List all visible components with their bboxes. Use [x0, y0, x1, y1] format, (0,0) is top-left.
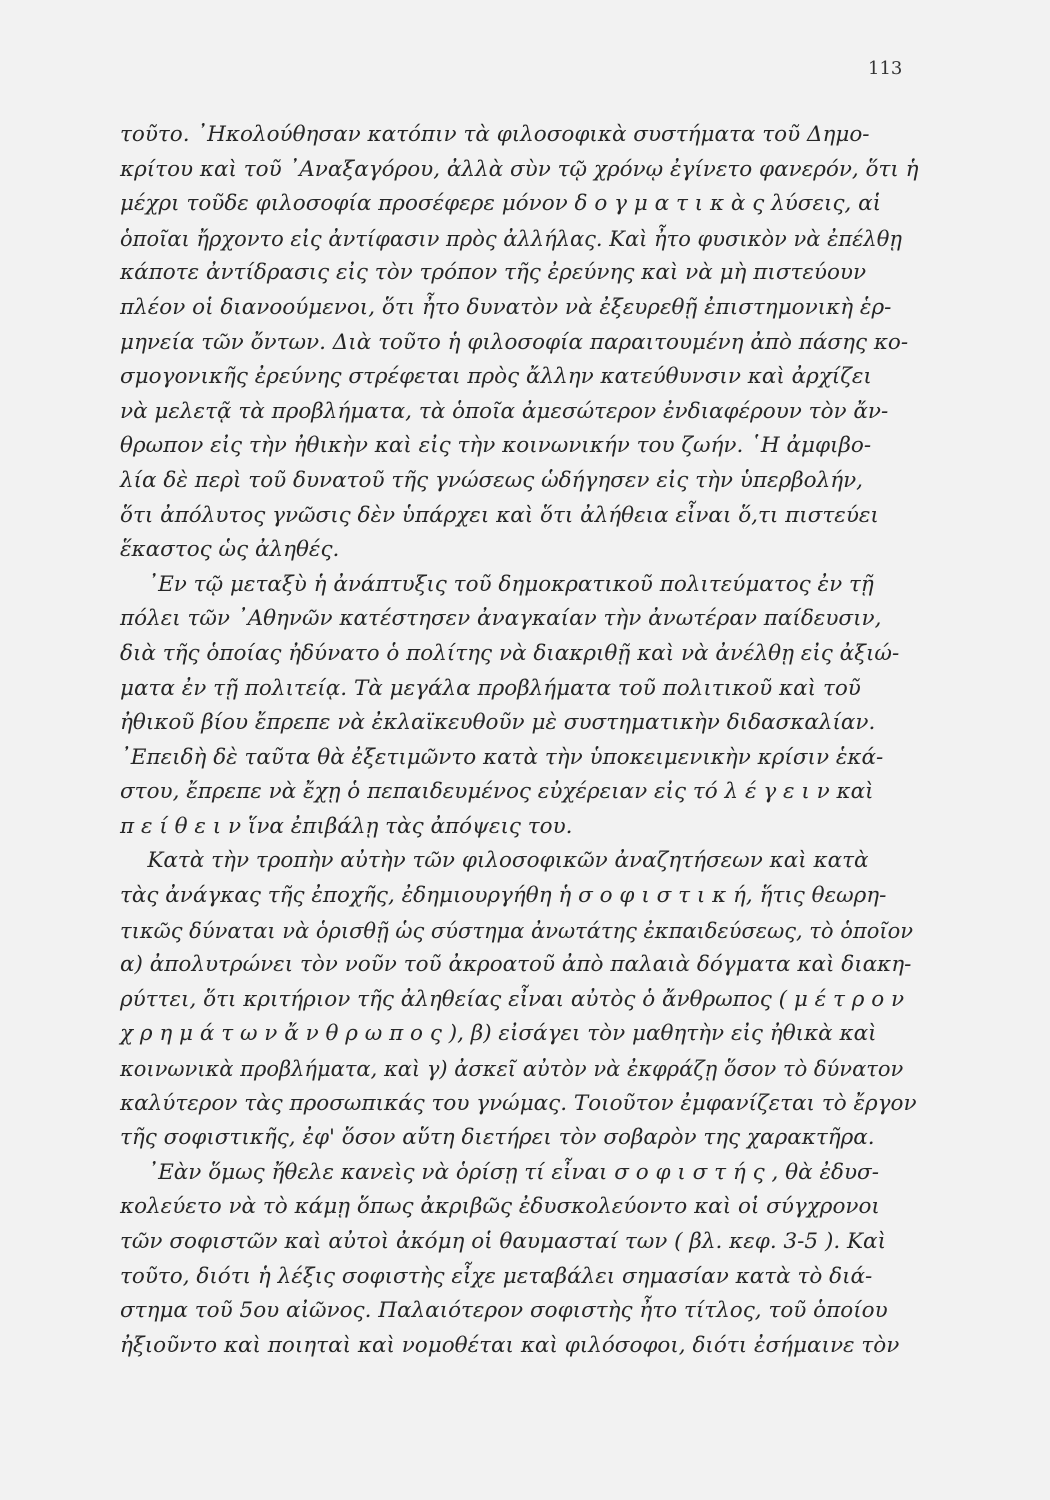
- text-line: κολεύετο νὰ τὸ κάμῃ ὅπως ἀκριβῶς ἐδυσκολεύοντο καὶ οἱ σύγχρονοι: [120, 1194, 880, 1220]
- text-line: σμογονικῆς ἐρεύνης στρέφεται πρὸς ἄλλην κατεύθυνσιν καὶ ἀρχίζει: [120, 364, 872, 390]
- text-line: πλέον οἱ διανοούμενοι, ὅτι ἦτο δυνατὸν νὰ ἐξευρεθῇ ἐπιστημονικὴ ἑρ-: [120, 294, 892, 320]
- text-line: ἠθικοῦ βίου ἔπρεπε νὰ ἐκλαϊκευθοῦν μὲ συστηματικὴν διδασκαλίαν.: [120, 710, 876, 736]
- text-line: διὰ τῆς ὁποίας ἠδύνατο ὁ πολίτης νὰ διακριθῇ καὶ νὰ ἀνέλθῃ εἰς ἀξιώ-: [120, 640, 900, 666]
- text-line: ᾿Εν τῷ μεταξὺ ἡ ἀνάπτυξις τοῦ δημοκρατικοῦ πολιτεύματος ἐν τῇ: [120, 571, 874, 597]
- text-line: λία δὲ περὶ τοῦ δυνατοῦ τῆς γνώσεως ὡδήγησεν εἰς τὴν ὑπερβολήν,: [120, 467, 863, 493]
- text-line: τῆς σοφιστικῆς, ἐφ' ὅσον αὕτη διετήρει τὸν σοβαρὸν της χαρακτῆρα.: [120, 1125, 875, 1151]
- text-line: τὰς ἀνάγκας τῆς ἐποχῆς, ἐδημιουργήθη ἡ σ ο φ ι σ τ ι κ ή, ἥτις θεωρη-: [120, 883, 887, 909]
- text-line: στου, ἔπρεπε νὰ ἔχῃ ὁ πεπαιδευμένος εὐχέρειαν εἰς τό λ έ γ ε ι ν καὶ: [120, 779, 874, 805]
- body-text: [120, 118, 920, 1363]
- text-line: χ ρ η μ ά τ ω ν ἄ ν θ ρ ω π ο ς ), β) εἰσάγει τὸν μαθητὴν εἰς ἠθικὰ καὶ: [120, 1021, 877, 1047]
- text-line: ρύττει, ὅτι κριτήριον τῆς ἀληθείας εἶναι αὐτὸς ὁ ἄνθρωπος ( μ έ τ ρ ο ν: [120, 986, 905, 1012]
- page-number: 113: [868, 58, 903, 79]
- text-line: ἠξιοῦντο καὶ ποιηταὶ καὶ νομοθέται καὶ φιλόσοφοι, διότι ἐσήμαινε τὸν: [120, 1332, 900, 1358]
- text-line: ἕκαστος ὡς ἀληθές.: [120, 537, 340, 563]
- text-line: μέχρι τοῦδε φιλοσοφία προσέφερε μόνον δ ο γ μ α τ ι κ ὰ ς λύσεις, αἱ: [120, 191, 882, 217]
- text-line: τικῶς δύναται νὰ ὁρισθῇ ὡς σύστημα ἀνωτάτης ἐκπαιδεύσεως, τὸ ὁποῖον: [120, 918, 913, 943]
- text-line: μηνεία τῶν ὄντων. Διὰ τοῦτο ἡ φιλοσοφία παραιτουμένη ἀπὸ πάσης κο-: [120, 329, 909, 355]
- text-line: τοῦτο, διότι ἡ λέξις σοφιστὴς εἶχε μεταβάλει σημασίαν κατὰ τὸ διά-: [120, 1263, 873, 1289]
- text-line: θρωπον εἰς τὴν ἠθικὴν καὶ εἰς τὴν κοινωνικήν του ζωήν. ῾Η ἀμφιβο-: [120, 433, 872, 459]
- text-line: νὰ μελετᾷ τὰ προβλήματα, τὰ ὁποῖα ἀμεσώτερον ἐνδιαφέρουν τὸν ἄν-: [120, 398, 889, 424]
- text-line: καλύτερον τὰς προσωπικάς του γνώμας. Τοιοῦτον ἐμφανίζεται τὸ ἔργον: [120, 1090, 917, 1116]
- text-line: στημα τοῦ 5ου αἰῶνος. Παλαιότερον σοφιστὴς ἦτο τίτλος, τοῦ ὁποίου: [120, 1298, 888, 1324]
- text-line: α) ἀπολυτρώνει τὸν νοῦν τοῦ ἀκροατοῦ ἀπὸ παλαιὰ δόγματα καὶ διακη-: [120, 952, 912, 978]
- text-line: ὅτι ἀπόλυτος γνῶσις δὲν ὑπάρχει καὶ ὅτι ἀλήθεια εἶναι ὅ,τι πιστεύει: [120, 502, 879, 528]
- text-line: Κατὰ τὴν τροπὴν αὐτὴν τῶν φιλοσοφικῶν ἀναζητήσεων καὶ κατὰ: [120, 848, 869, 874]
- text-line: ᾿Εὰν ὅμως ἤθελε κανεὶς νὰ ὁρίσῃ τί εἶναι σ ο φ ι σ τ ή ς , θὰ ἐδυσ-: [120, 1159, 879, 1185]
- text-line: π ε ί θ ε ι ν ἵνα ἐπιβάλῃ τὰς ἀπόψεις του.: [120, 813, 573, 839]
- text-line: κρίτου καὶ τοῦ ᾿Αναξαγόρου, ἀλλὰ σὺν τῷ χρόνῳ ἐγίνετο φανερόν, ὅτι ἡ: [120, 156, 919, 182]
- text-line: τοῦτο. ᾿Ηκολούθησαν κατόπιν τὰ φιλοσοφικὰ συστήματα τοῦ Δημο-: [120, 122, 870, 147]
- text-line: ᾿Επειδὴ δὲ ταῦτα θὰ ἐξετιμῶντο κατὰ τὴν ὑποκειμενικὴν κρίσιν ἑκά-: [120, 744, 884, 770]
- text-line: κάποτε ἀντίδρασις εἰς τὸν τρόπον τῆς ἐρεύνης καὶ νὰ μὴ πιστεύουν: [120, 260, 867, 286]
- text-line: ματα ἐν τῇ πολιτείᾳ. Τὰ μεγάλα προβλήματα τοῦ πολιτικοῦ καὶ τοῦ: [120, 675, 861, 701]
- text-line: ὁποῖαι ἤρχοντο εἰς ἀντίφασιν πρὸς ἀλλήλας. Καὶ ἦτο φυσικὸν νὰ ἐπέλθῃ: [120, 226, 902, 251]
- text-line: κοινωνικὰ προβλήματα, καὶ γ) ἀσκεῖ αὐτὸν νὰ ἐκφράζῃ ὅσον τὸ δύνατον: [120, 1057, 904, 1082]
- text-line: τῶν σοφιστῶν καὶ αὐτοὶ ἀκόμη οἱ θαυμασταί των ( βλ. κεφ. 3-5 ). Καὶ: [120, 1229, 887, 1254]
- text-line: πόλει τῶν ᾿Αθηνῶν κατέστησεν ἀναγκαίαν τὴν ἀνωτέραν παίδευσιν,: [120, 606, 882, 632]
